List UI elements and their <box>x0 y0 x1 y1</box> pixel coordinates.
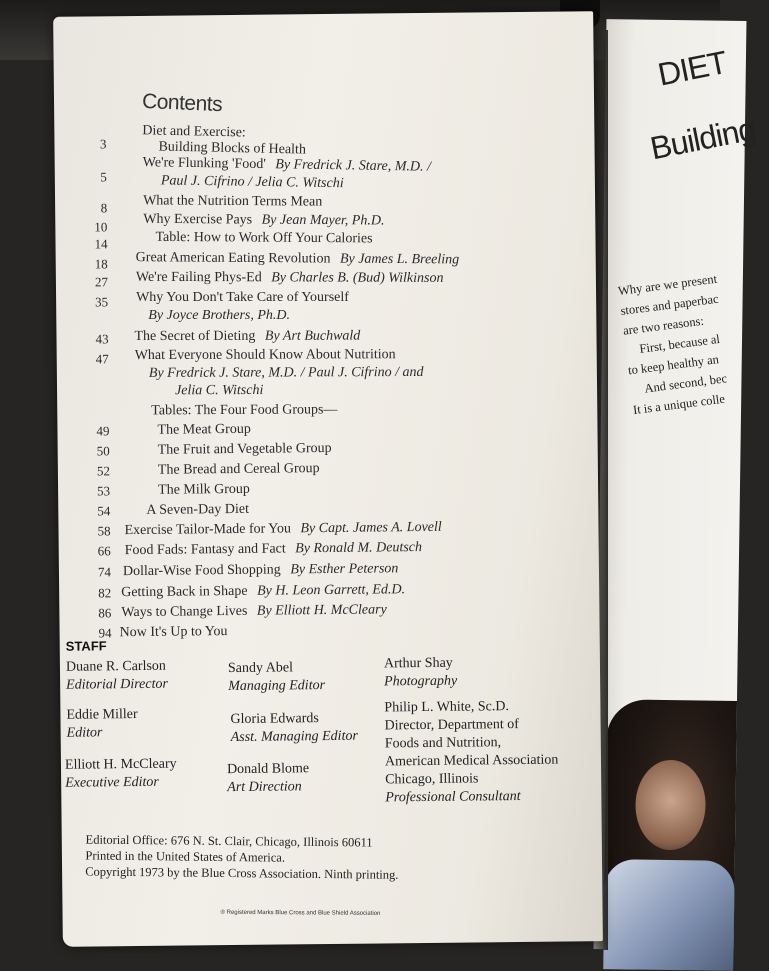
editorial-office: Editorial Office: 676 N. St. Clair, Chicago, Illinois 60611 <box>85 832 373 850</box>
toc-title: Great American Eating Revolution <box>135 250 331 267</box>
toc-page-number: 35 <box>95 294 109 310</box>
staff-role: Editor <box>66 725 103 741</box>
right-page-line: And second, bec <box>643 371 728 396</box>
staff-name: Donald Blome <box>226 761 310 778</box>
right-page-line: First, because al <box>638 331 721 356</box>
toc-page-number: 18 <box>94 256 108 272</box>
staff-name: Arthur Shay <box>383 655 453 672</box>
staff-member <box>230 710 358 747</box>
toc-title: Ways to Change Lives <box>121 603 248 621</box>
toc-page-number: 27 <box>94 274 109 290</box>
staff-member <box>228 659 325 696</box>
staff-name: Eddie Miller <box>66 707 138 723</box>
toc-page-number: 49 <box>96 423 110 439</box>
staff-member <box>227 760 309 797</box>
staff-name: Gloria Edwards <box>230 711 319 728</box>
staff-detail: Foods and Nutrition, <box>384 735 502 752</box>
toc-page-number: 5 <box>100 169 107 185</box>
toc-entry <box>136 269 444 287</box>
toc-page-number: 14 <box>94 236 108 252</box>
toc-page-number: 86 <box>98 605 112 621</box>
toc-title: Why You Don't Take Care of Yourself <box>136 289 349 305</box>
colophon <box>85 832 399 883</box>
toc-page-number: 74 <box>97 564 112 580</box>
staff-role: Asst. Managing Editor <box>230 728 358 746</box>
toc-entry <box>124 519 441 539</box>
right-page <box>594 19 759 951</box>
toc-title: Tables: The Four Food Groups— <box>151 402 338 419</box>
right-page-line: are two reasons: <box>622 313 705 338</box>
toc-page-number: 54 <box>97 503 111 519</box>
toc-page-number: 43 <box>95 331 109 347</box>
toc-author: By Capt. James A. Lovell <box>300 519 442 537</box>
staff-heading: STAFF <box>65 638 107 654</box>
toc-title: What Everyone Should Know About Nutrition <box>134 347 396 364</box>
toc-author: By Charles B. (Bud) Wilkinson <box>271 270 444 286</box>
toc-author: By H. Leon Garrett, Ed.D. <box>256 582 406 599</box>
toc-title: Why Exercise Pays <box>143 211 253 228</box>
staff-role: Executive Editor <box>65 774 159 791</box>
toc-entry <box>143 211 384 230</box>
toc-title: A Seven-Day Diet <box>146 501 250 518</box>
toc-title: Now It's Up to You <box>119 624 228 641</box>
right-page-line: Why are we present <box>617 271 718 299</box>
toc-author: Paul J. Cifrino / Jelia C. Witschi <box>160 173 344 192</box>
staff-detail: Chicago, Illinois <box>385 771 479 788</box>
staff-member <box>65 756 177 793</box>
registered-marks: ® Registered Marks Blue Cross and Blue Shield Association <box>220 909 381 917</box>
photo-shirt <box>603 859 735 971</box>
staff-role: Art Direction <box>227 779 302 796</box>
toc-title: What the Nutrition Terms Mean <box>143 193 323 210</box>
toc-title: The Milk Group <box>158 481 250 498</box>
staff-name: Sandy Abel <box>227 660 294 677</box>
toc-title: Diet and Exercise: <box>142 123 246 141</box>
right-page-title-1: DIET <box>654 43 730 93</box>
toc-page-number: 50 <box>96 443 110 459</box>
toc-title: The Secret of Dieting <box>134 328 256 345</box>
staff-detail: Director, Department of <box>384 717 519 734</box>
toc-entry <box>121 601 387 621</box>
staff-role: Photography <box>384 673 458 690</box>
child-photo <box>603 699 737 971</box>
toc-author: By Joyce Brothers, Ph.D. <box>148 308 291 324</box>
toc-title: Getting Back in Shape <box>121 583 248 601</box>
staff-detail: American Medical Association <box>384 752 559 770</box>
contents-page <box>53 11 603 947</box>
toc-title: The Meat Group <box>157 421 251 438</box>
toc-title: The Fruit and Vegetable Group <box>157 440 332 458</box>
toc-entry <box>136 249 460 268</box>
toc-title: Exercise Tailor-Made for You <box>124 521 292 539</box>
toc-title: Building Blocks of Health <box>158 139 307 158</box>
page-title: Contents <box>141 89 223 117</box>
printed-line: Printed in the United States of America. <box>85 848 286 865</box>
toc-entry <box>123 560 399 580</box>
staff-role: Professional Consultant <box>385 789 521 806</box>
right-page-line: to keep healthy an <box>627 352 720 378</box>
toc-entry <box>125 539 422 559</box>
staff-member <box>384 698 559 808</box>
staff-member <box>66 658 168 695</box>
right-page-text <box>617 265 764 420</box>
toc-page-number: 82 <box>98 585 112 601</box>
toc-title: We're Flunking 'Food' <box>142 155 266 173</box>
toc-author: By James L. Breeling <box>339 251 460 268</box>
toc-author: By Jean Mayer, Ph.D. <box>261 212 385 229</box>
toc-page-number: 94 <box>98 625 112 641</box>
toc-author: By Fredrick J. Stare, M.D. / <box>275 157 432 175</box>
right-page-line: It is a unique colle <box>632 391 726 418</box>
toc-title: Food Fads: Fantasy and Fact <box>124 541 286 559</box>
staff-role: Managing Editor <box>228 678 326 695</box>
photo-face <box>635 760 706 851</box>
staff-member <box>66 706 138 743</box>
staff-role: Editorial Director <box>66 676 168 693</box>
toc-entry <box>121 581 405 601</box>
toc-page-number: 53 <box>97 483 111 499</box>
staff-name: Duane R. Carlson <box>65 658 166 675</box>
toc-page-number: 66 <box>97 543 111 559</box>
toc-author: By Elliott H. McCleary <box>256 602 387 619</box>
toc-author: By Fredrick J. Stare, M.D. / Paul J. Cifrino / and <box>148 364 424 381</box>
toc-page-number: 8 <box>100 200 108 216</box>
staff-name: Philip L. White, Sc.D. <box>384 699 510 716</box>
toc-page-number: 47 <box>95 351 109 367</box>
toc-page-number: 58 <box>97 523 111 539</box>
toc-author: By Art Buchwald <box>264 328 361 344</box>
staff-name: Elliott H. McCleary <box>64 756 177 773</box>
toc-author: By Esther Peterson <box>290 561 399 578</box>
toc-title: We're Failing Phys-Ed <box>135 269 262 286</box>
staff-member <box>384 655 457 692</box>
right-page-title-2: Building <box>647 110 759 167</box>
toc-title: Dollar-Wise Food Shopping <box>122 562 281 580</box>
copyright-line: Copyright 1973 by the Blue Cross Association. Ninth printing. <box>85 864 399 882</box>
right-page-line: stores and paperbac <box>619 291 720 318</box>
toc-title: The Bread and Cereal Group <box>157 461 320 478</box>
toc-page-number: 3 <box>99 136 107 152</box>
toc-page-number: 52 <box>96 463 110 479</box>
toc-entry <box>134 328 360 345</box>
toc-title: Table: How to Work Off Your Calories <box>155 229 373 247</box>
toc-author: Jelia C. Witschi <box>175 382 264 399</box>
toc-page-number: 10 <box>94 219 108 235</box>
toc-author: By Ronald M. Deutsch <box>295 540 423 557</box>
